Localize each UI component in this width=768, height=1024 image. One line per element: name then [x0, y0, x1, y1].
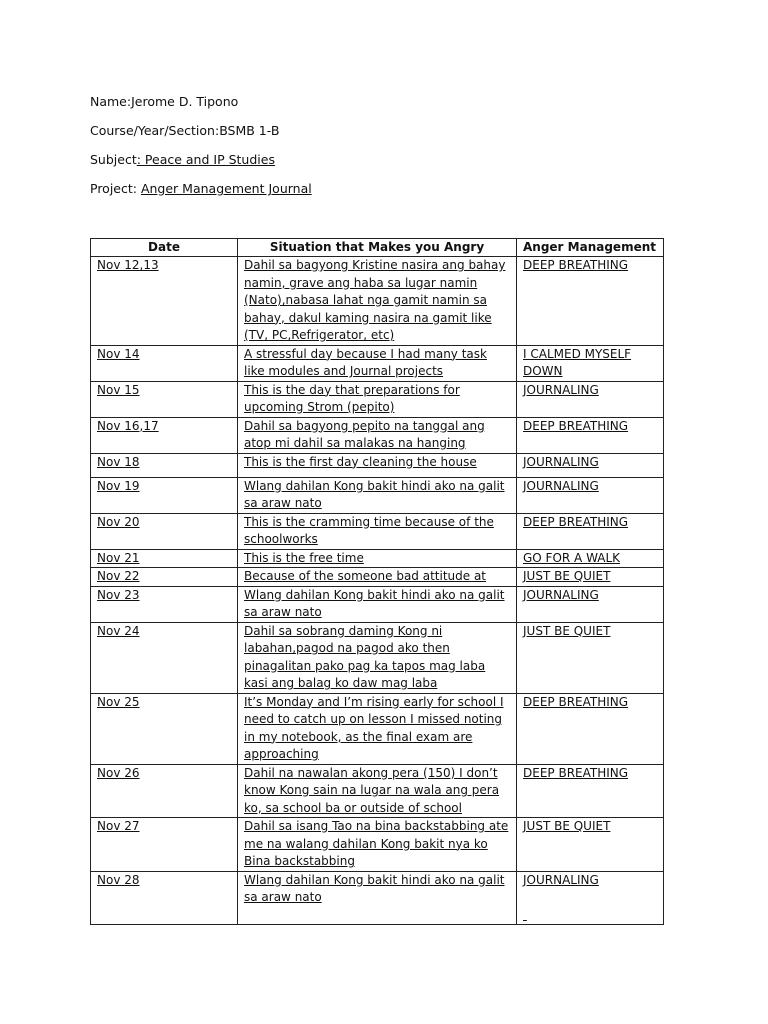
date-cell: Nov 28	[91, 871, 238, 925]
table-row	[91, 381, 664, 417]
table-row	[91, 622, 664, 693]
name-label: Name:	[90, 94, 132, 109]
date-cell: Nov 22	[91, 568, 238, 587]
project-line	[90, 181, 312, 196]
table-row	[91, 586, 664, 622]
management-cell: I CALMED MYSELF DOWN	[517, 345, 664, 381]
table-row	[91, 871, 664, 925]
management-cell: JOURNALING	[517, 871, 664, 925]
situation-cell: Dahil sa sobrang daming Kong ni labahan,pagod na pagod ako then pinagalitan pako pag ka tapos mag laba kasi ang balag ko daw mag laba	[238, 622, 517, 693]
empty-underline-mark	[523, 907, 657, 925]
management-cell: JUST BE QUIET	[517, 818, 664, 872]
course-label: Course/Year/Section:	[90, 123, 220, 138]
management-cell: JOURNALING	[517, 381, 664, 417]
table-row	[91, 764, 664, 818]
table-row	[91, 693, 664, 764]
situation-cell: This is the day that preparations for upcoming Strom (pepito)	[238, 381, 517, 417]
table-row	[91, 453, 664, 477]
date-cell: Nov 27	[91, 818, 238, 872]
situation-cell: Dahil sa bagyong Kristine nasira ang bahay namin, grave ang haba sa lugar namin (Nato),nabasa lahat nga gamit namin sa bahay, dakul kaming nasira na gamit like (TV, PC,Refrigerator, etc)	[238, 257, 517, 346]
management-cell: DEEP BREATHING	[517, 257, 664, 346]
name-value: Jerome D. Tipono	[131, 94, 239, 109]
date-cell: Nov 23	[91, 586, 238, 622]
project-label: Project:	[90, 181, 141, 196]
course-line	[90, 123, 279, 138]
situation-cell: Wlang dahilan Kong bakit hindi ako na galit sa araw nato	[238, 477, 517, 513]
subject-line	[90, 152, 275, 167]
management-cell: GO FOR A WALK	[517, 549, 664, 568]
situation-cell: This is the cramming time because of the schoolworks	[238, 513, 517, 549]
management-column-header: Anger Management	[517, 239, 664, 257]
date-cell: Nov 19	[91, 477, 238, 513]
management-cell: JUST BE QUIET	[517, 568, 664, 587]
subject-value: : Peace and IP Studies	[136, 152, 275, 167]
management-cell: JOURNALING	[517, 453, 664, 477]
date-cell: Nov 12,13	[91, 257, 238, 346]
situation-cell: Dahil sa bagyong pepito na tanggal ang atop mi dahil sa malakas na hanging	[238, 417, 517, 453]
date-column-header: Date	[91, 239, 238, 257]
management-cell: JUST BE QUIET	[517, 622, 664, 693]
management-cell: JOURNALING	[517, 477, 664, 513]
situation-cell: Wlang dahilan Kong bakit hindi ako na galit sa araw nato	[238, 871, 517, 925]
table-row	[91, 417, 664, 453]
management-cell: DEEP BREATHING	[517, 417, 664, 453]
date-cell: Nov 24	[91, 622, 238, 693]
table-row	[91, 818, 664, 872]
date-cell: Nov 21	[91, 549, 238, 568]
date-cell: Nov 20	[91, 513, 238, 549]
management-cell: DEEP BREATHING	[517, 513, 664, 549]
table-row	[91, 477, 664, 513]
situation-cell: It’s Monday and I’m rising early for school I need to catch up on lesson I missed noting in my notebook, as the final exam are approaching	[238, 693, 517, 764]
management-cell: DEEP BREATHING	[517, 693, 664, 764]
date-cell: Nov 16,17	[91, 417, 238, 453]
table-row	[91, 257, 664, 346]
table-row	[91, 513, 664, 549]
situation-cell: Dahil sa isang Tao na bina backstabbing ate me na walang dahilan Kong bakit nya ko Bina backstabbing	[238, 818, 517, 872]
table-header-row	[91, 239, 664, 257]
date-cell: Nov 15	[91, 381, 238, 417]
date-cell: Nov 14	[91, 345, 238, 381]
date-cell: Nov 18	[91, 453, 238, 477]
date-cell: Nov 25	[91, 693, 238, 764]
situation-cell: A stressful day because I had many task like modules and Journal projects	[238, 345, 517, 381]
management-cell: DEEP BREATHING	[517, 764, 664, 818]
table-row	[91, 568, 664, 587]
name-line	[90, 94, 238, 109]
date-cell: Nov 26	[91, 764, 238, 818]
table-row	[91, 549, 664, 568]
situation-cell: Dahil na nawalan akong pera (150) I don’t know Kong sain na lugar na wala ang pera ko, sa school ba or outside of school	[238, 764, 517, 818]
situation-cell: This is the first day cleaning the house	[238, 453, 517, 477]
situation-cell: This is the free time	[238, 549, 517, 568]
journal-table	[90, 238, 664, 925]
situation-cell: Wlang dahilan Kong bakit hindi ako na galit sa araw nato	[238, 586, 517, 622]
table-row	[91, 345, 664, 381]
subject-label: Subject	[90, 152, 137, 167]
situation-column-header: Situation that Makes you Angry	[238, 239, 517, 257]
situation-cell: Because of the someone bad attitude at	[238, 568, 517, 587]
course-value: BSMB 1-B	[219, 123, 280, 138]
project-value: Anger Management Journal	[140, 181, 312, 196]
management-cell: JOURNALING	[517, 586, 664, 622]
